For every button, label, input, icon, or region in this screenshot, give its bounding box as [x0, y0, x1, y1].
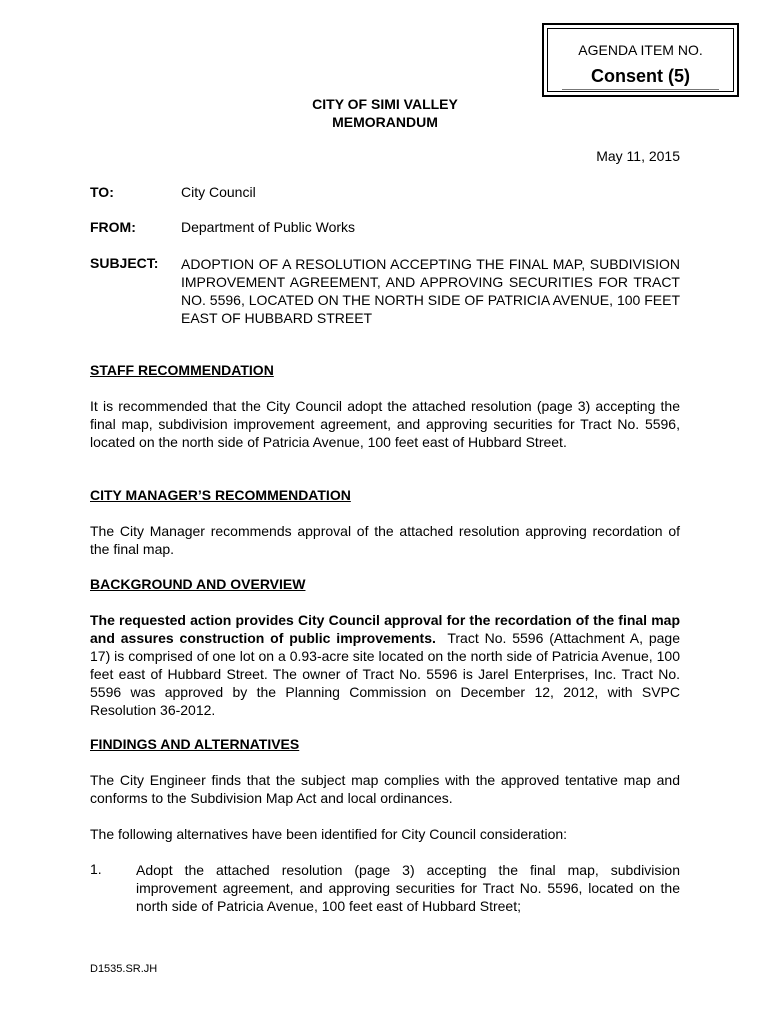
- agenda-item-divider: [562, 89, 719, 90]
- alternative-1-text: Adopt the attached resolution (page 3) accepting the final map, subdivision improvement agreement, and approving securities for Tract No. 5596, located on the north side of Patricia Avenue, 100 feet east of Hubbard Street;: [136, 862, 680, 914]
- memo-date: May 11, 2015: [596, 148, 680, 164]
- staff-recommendation-text: It is recommended that the City Council adopt the attached resolution (page 3) accepting the final map, subdivision improvement agreement, and approving securities for Tract No. 5596, located on the north side of Patricia Avenue, 100 feet east of Hubbard Street.: [90, 398, 680, 450]
- background-heading: BACKGROUND AND OVERVIEW: [90, 576, 306, 592]
- to-value: City Council: [181, 184, 256, 200]
- from-label: FROM:: [90, 219, 136, 235]
- alternatives-intro-text: The following alternatives have been identified for City Council consideration:: [90, 826, 568, 842]
- findings-text: The City Engineer finds that the subject map complies with the approved tentative map and conforms to the Subdivision Map Act and local ordinances.: [90, 772, 680, 806]
- city-manager-recommendation-heading: CITY MANAGER’S RECOMMENDATION: [90, 487, 351, 503]
- staff-recommendation-heading: STAFF RECOMMENDATION: [90, 362, 274, 378]
- background-text: Tract No. 5596 (Attachment A, page 17) is comprised of one lot on a 0.93-acre site located on the north side of Patricia Avenue, 100 feet east of Hubbard Street. The owner of Tract No. 5596 is Jarel Enterprises, Inc. Tract No. 5596 was approved by the Planning Commission on December 12, 2012, with SVPC Resolution 36-2012.: [90, 630, 681, 718]
- background-paragraph: [90, 611, 680, 719]
- agenda-item-box: [542, 23, 739, 97]
- city-manager-recommendation-text: The City Manager recommends approval of the attached resolution approving recordation of the final map.: [90, 523, 680, 557]
- from-value: Department of Public Works: [181, 219, 356, 235]
- to-label: TO:: [90, 184, 114, 200]
- background-bold-text: The requested action provides City Council approval for the recordation of the final map and assures construction of public improvements.: [90, 612, 680, 646]
- agenda-item-label: AGENDA ITEM NO.: [578, 42, 703, 58]
- memorandum-title: MEMORANDUM: [332, 114, 438, 130]
- city-title: CITY OF SIMI VALLEY: [312, 96, 458, 112]
- subject-value: ADOPTION OF A RESOLUTION ACCEPTING THE FINAL MAP, SUBDIVISION IMPROVEMENT AGREEMENT, AND APPROVING SECURITIES FOR TRACT NO. 5596, LOCATED ON THE NORTH SIDE OF PATRICIA AVENUE, 100 FEET EAST OF HUBBARD STREET: [181, 256, 680, 326]
- findings-heading: FINDINGS AND ALTERNATIVES: [90, 736, 300, 752]
- subject-label: SUBJECT:: [90, 255, 159, 271]
- alternative-1-number: 1.: [90, 861, 102, 877]
- agenda-item-value: Consent (5): [591, 66, 690, 86]
- document-code-footer: D1535.SR.JH: [90, 963, 158, 975]
